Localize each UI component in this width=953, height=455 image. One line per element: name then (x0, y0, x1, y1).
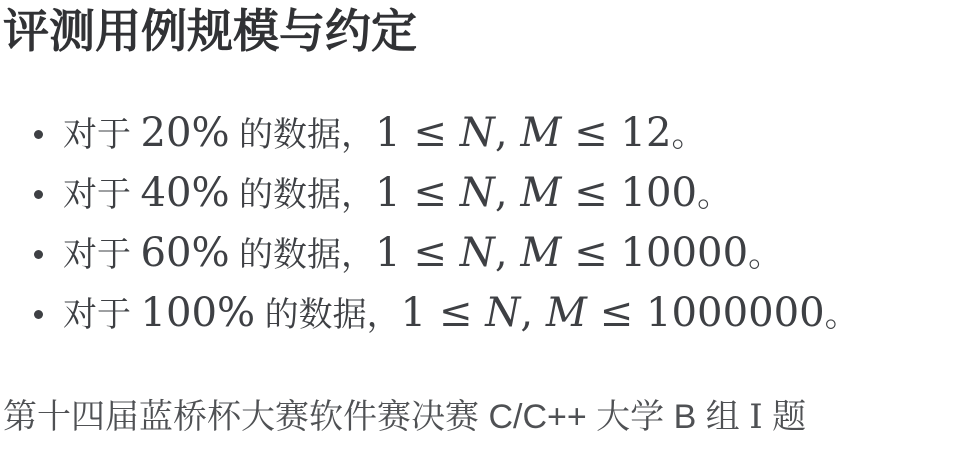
list-item (3, 232, 953, 278)
math-expression (401, 290, 825, 336)
math-expression (375, 170, 697, 216)
math-open: 1 ≤ (375, 230, 460, 276)
math-expression (375, 230, 748, 276)
attribution-text-after: 题 (762, 398, 807, 436)
constraints-list (3, 112, 953, 338)
math-var-m: M (545, 290, 587, 336)
cn-period: 。 (824, 296, 859, 334)
math-separator: , (494, 170, 521, 216)
math-separator: , (494, 230, 521, 276)
math-var-n: N (459, 110, 495, 156)
math-var-n: N (459, 170, 495, 216)
bullet-icon (34, 190, 43, 199)
math-open: 1 ≤ (375, 110, 460, 156)
math-separator: , (494, 110, 521, 156)
cn-period: 。 (748, 236, 783, 274)
math-percent: 40% (140, 170, 230, 216)
math-separator: , (520, 290, 546, 336)
cn-period: 。 (671, 116, 706, 154)
cn-text-mid: 的数据， (255, 296, 401, 334)
math-close: ≤ 1000000 (586, 290, 825, 336)
cn-text-before: 对于 (63, 236, 141, 274)
math-var-n: N (485, 290, 521, 336)
math-open: 1 ≤ (375, 170, 460, 216)
math-close: ≤ 12 (561, 110, 672, 156)
math-percent: 60% (140, 230, 230, 276)
list-item (3, 292, 953, 338)
list-item (3, 112, 953, 158)
math-var-m: M (520, 110, 562, 156)
math-var-m: M (520, 170, 562, 216)
math-percent: 100% (140, 290, 256, 336)
page-title: 评测用例规模与约定 (3, 5, 417, 57)
list-item (3, 172, 953, 218)
cn-period: 。 (697, 176, 732, 214)
bullet-icon (34, 310, 43, 319)
math-close: ≤ 100 (561, 170, 698, 216)
problem-letter: I (749, 397, 763, 437)
cn-text-mid: 的数据， (229, 116, 376, 154)
math-close: ≤ 10000 (561, 230, 749, 276)
math-var-m: M (520, 230, 562, 276)
attribution-text-before: 第十四届蓝桥杯大赛软件赛决赛 C/C++ 大学 B 组 (3, 398, 750, 436)
cn-text-before: 对于 (63, 296, 141, 334)
math-var-n: N (459, 230, 495, 276)
cn-text-before: 对于 (63, 116, 141, 154)
cn-text-mid: 的数据， (229, 236, 376, 274)
math-percent: 20% (140, 110, 230, 156)
cn-text-before: 对于 (63, 176, 141, 214)
bullet-icon (34, 250, 43, 259)
bullet-icon (34, 130, 43, 139)
cn-text-mid: 的数据， (229, 176, 376, 214)
source-attribution (3, 395, 953, 439)
math-open: 1 ≤ (400, 290, 486, 336)
math-expression (375, 110, 671, 156)
